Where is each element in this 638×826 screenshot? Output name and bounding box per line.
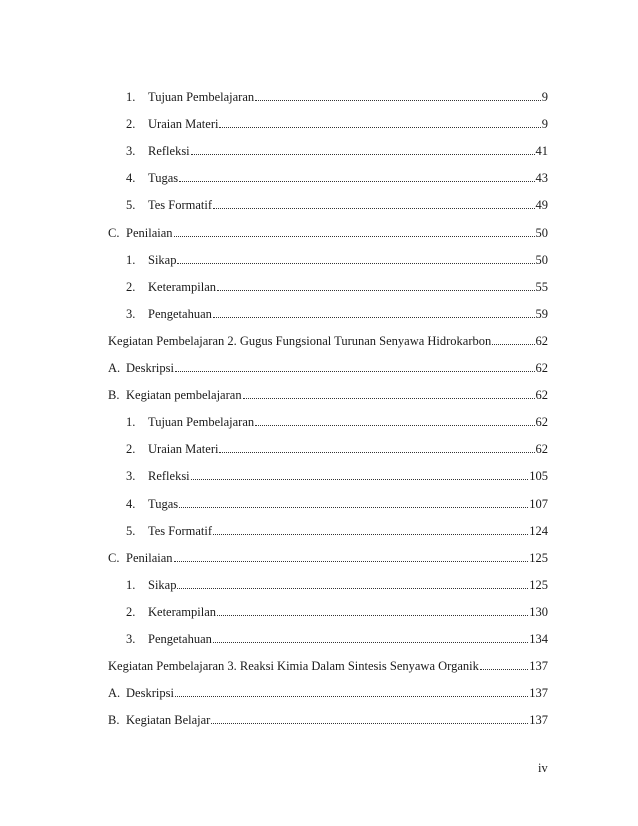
toc-entry-number: B. xyxy=(108,713,120,728)
toc-entry-title: Penilaian xyxy=(126,550,173,565)
toc-entry-number: 3. xyxy=(126,306,136,321)
dot-leader xyxy=(219,114,540,128)
toc-entry-number: 5. xyxy=(126,523,136,538)
toc-entry-title: Pengetahuan xyxy=(148,632,212,646)
toc-entry-number: 1. xyxy=(126,415,136,430)
toc-entry[interactable] xyxy=(126,466,548,486)
toc-entry-title: Kegiatan Pembelajaran 3. Reaksi Kimia Dalam Sintesis Senyawa Organik xyxy=(108,659,479,674)
dot-leader xyxy=(255,412,534,426)
dot-leader xyxy=(175,358,535,372)
dot-leader xyxy=(213,195,534,209)
toc-entry[interactable] xyxy=(126,629,548,649)
toc-entry-page: 137 xyxy=(529,713,548,728)
toc-entry-title: Kegiatan Pembelajaran 2. Gugus Fungsional Turunan Senyawa Hidrokarbon xyxy=(108,333,492,348)
toc-entry-number: 3. xyxy=(126,632,136,646)
toc-entry[interactable] xyxy=(108,385,548,405)
dot-leader xyxy=(213,521,528,535)
toc-entry[interactable] xyxy=(126,277,548,297)
toc-entry-title: Tugas xyxy=(148,496,179,511)
toc-entry-title: Kegiatan Belajar xyxy=(126,713,211,728)
toc-entry-page: 59 xyxy=(535,306,548,321)
toc-entry[interactable] xyxy=(108,548,548,568)
toc-entry[interactable] xyxy=(108,331,548,351)
toc-entry-title: Sikap xyxy=(148,252,177,267)
toc-entry-page: 105 xyxy=(529,469,548,484)
toc-entry-title: Tugas xyxy=(148,171,179,186)
dot-leader xyxy=(179,494,528,508)
toc-entry-title: Tes Formatif xyxy=(148,198,213,213)
toc-entry-page: 125 xyxy=(529,577,548,592)
toc-entry-page: 137 xyxy=(529,686,548,701)
dot-leader xyxy=(211,710,528,724)
toc-entry[interactable] xyxy=(126,412,548,432)
dot-leader xyxy=(217,602,528,616)
toc-entry[interactable] xyxy=(108,683,548,703)
toc-entry-page: 43 xyxy=(535,171,548,186)
toc-entry-number: 1. xyxy=(126,577,136,592)
toc-entry-number: 3. xyxy=(126,469,136,484)
dot-leader xyxy=(177,250,534,264)
toc-entry-page: 107 xyxy=(529,496,548,511)
toc-entry[interactable] xyxy=(126,439,548,459)
toc-entry-page: 62 xyxy=(535,442,548,457)
toc-entry-title: Deskripsi xyxy=(126,361,174,375)
dot-leader xyxy=(179,168,534,182)
dot-leader xyxy=(191,466,529,480)
toc-entry-number: C. xyxy=(108,225,120,240)
toc-entry-number: A. xyxy=(108,361,121,375)
dot-leader xyxy=(492,331,534,345)
toc-entry-page: 50 xyxy=(535,225,548,240)
toc-entry-page: 50 xyxy=(535,252,548,267)
toc-entry-title: Tes Formatif xyxy=(148,523,213,538)
toc-entry-title: Uraian Materi xyxy=(148,442,219,457)
page-number: iv xyxy=(538,761,548,775)
toc-entry-page: 9 xyxy=(541,90,548,104)
toc-entry-page: 62 xyxy=(535,333,548,348)
toc-entry[interactable] xyxy=(126,494,548,514)
toc-entry[interactable] xyxy=(126,195,548,215)
toc-entry-title: Kegiatan pembelajaran xyxy=(126,388,242,403)
dot-leader xyxy=(213,304,535,318)
toc-entry-title: Deskripsi xyxy=(126,686,174,701)
toc-entry-title: Tujuan Pembelajaran xyxy=(148,90,255,104)
toc-entry-number: C. xyxy=(108,550,120,565)
toc-entry[interactable] xyxy=(108,656,548,676)
toc-entry[interactable] xyxy=(126,304,548,324)
toc-entry-page: 125 xyxy=(529,550,548,565)
toc-entry-title: Keterampilan xyxy=(148,604,217,619)
toc-entry-number: 2. xyxy=(126,279,136,294)
toc-entry-page: 124 xyxy=(529,523,548,538)
toc-entry-number: 2. xyxy=(126,604,136,619)
toc-entry-number: 4. xyxy=(126,496,136,511)
toc-entry-title: Sikap xyxy=(148,577,177,592)
toc-entry-number: A. xyxy=(108,686,121,701)
toc-entry-title: Refleksi xyxy=(148,469,190,484)
toc-entry[interactable] xyxy=(108,358,548,378)
toc-entry-page: 9 xyxy=(541,117,548,132)
toc-entry-number: B. xyxy=(108,388,120,403)
dot-leader xyxy=(480,656,528,670)
dot-leader xyxy=(174,548,529,562)
toc-entry-number: 4. xyxy=(126,171,136,186)
toc-entry-title: Pengetahuan xyxy=(148,306,212,321)
toc-entry-title: Tujuan Pembelajaran xyxy=(148,415,255,430)
dot-leader xyxy=(175,683,528,697)
toc-entry-number: 2. xyxy=(126,117,136,132)
toc-entry-page: 62 xyxy=(535,388,548,403)
dot-leader xyxy=(217,277,534,291)
toc-entry[interactable] xyxy=(108,223,548,243)
dot-leader xyxy=(213,629,528,643)
toc-entry[interactable] xyxy=(108,710,548,730)
toc-entry-page: 130 xyxy=(529,604,548,619)
dot-leader xyxy=(255,87,541,101)
toc-entry[interactable] xyxy=(126,87,548,107)
toc-entry-title: Refleksi xyxy=(148,144,190,159)
toc-entry-page: 134 xyxy=(529,632,548,646)
dot-leader xyxy=(219,439,534,453)
toc-entry[interactable] xyxy=(126,141,548,161)
toc-entry[interactable] xyxy=(126,114,548,134)
dot-leader xyxy=(177,575,528,589)
dot-leader xyxy=(191,141,535,155)
toc-entry-page: 49 xyxy=(535,198,548,213)
toc-entry-number: 1. xyxy=(126,252,136,267)
toc-entry-number: 2. xyxy=(126,442,136,457)
toc-entry-title: Penilaian xyxy=(126,225,173,240)
toc-entry-page: 41 xyxy=(535,144,548,159)
toc-entry-title: Uraian Materi xyxy=(148,117,219,132)
toc-entry[interactable] xyxy=(126,168,548,188)
toc-entry-number: 5. xyxy=(126,198,136,213)
toc-entry[interactable] xyxy=(126,521,548,541)
toc-entry[interactable] xyxy=(126,250,548,270)
toc-entry-page: 62 xyxy=(535,361,548,375)
toc-entry-page: 55 xyxy=(535,279,548,294)
toc-entry-title: Keterampilan xyxy=(148,279,217,294)
toc-entry[interactable] xyxy=(126,575,548,595)
toc-entry-page: 137 xyxy=(529,659,548,674)
toc-entry-number: 3. xyxy=(126,144,136,159)
toc-entry[interactable] xyxy=(126,602,548,622)
toc-entry-number: 1. xyxy=(126,90,136,104)
dot-leader xyxy=(243,385,535,399)
dot-leader xyxy=(174,223,535,237)
toc-entry-page: 62 xyxy=(535,415,548,430)
